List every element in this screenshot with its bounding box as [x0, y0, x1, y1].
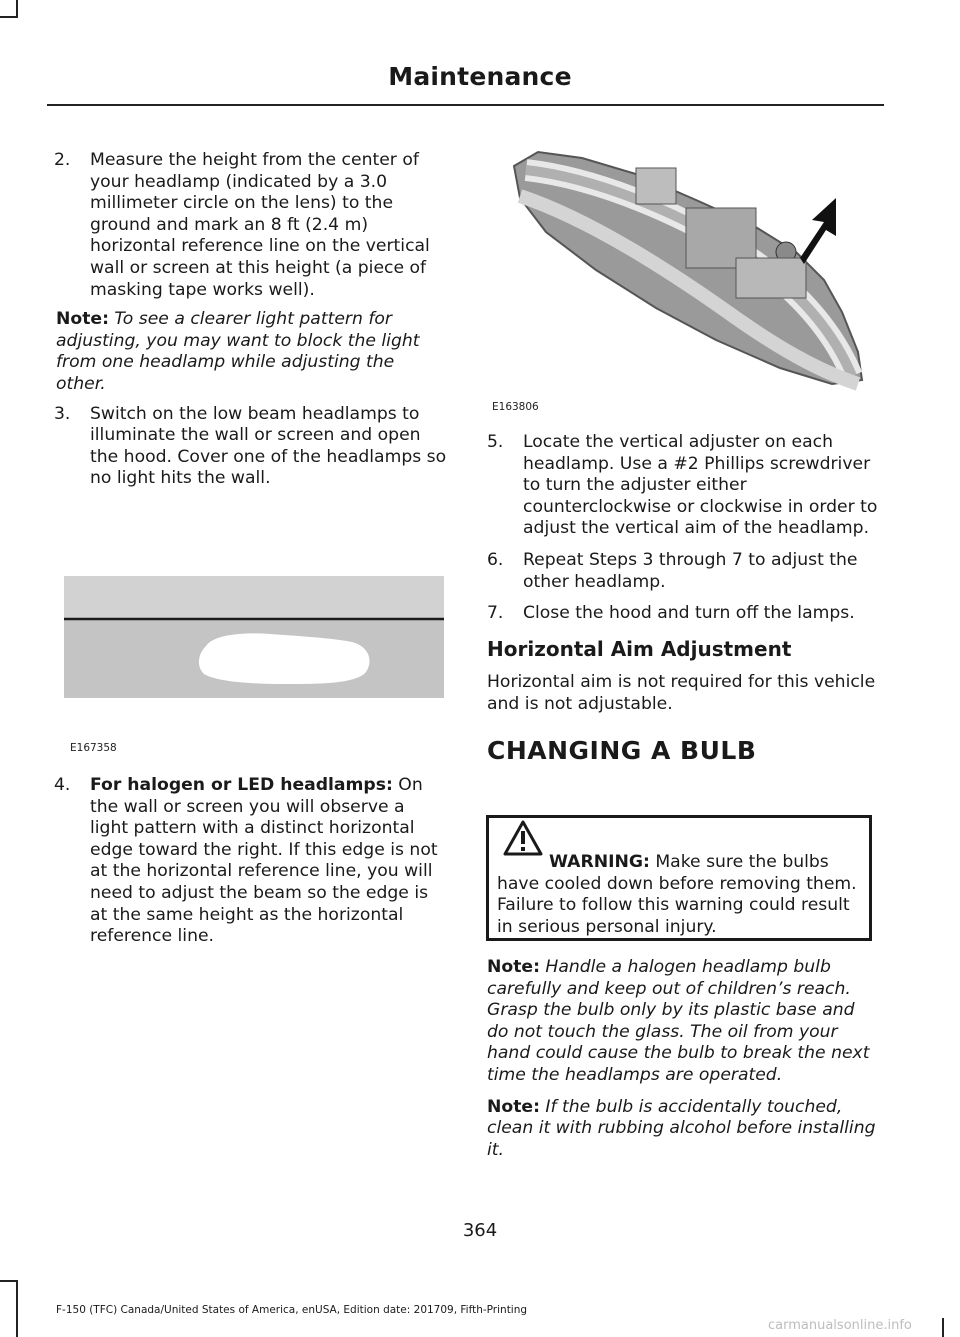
step-text: Locate the vertical adjuster on each headlamp. Use a #2 Phillips screwdriver to turn the adjuster either counterclockwise or clockwise in order to adjust the vertical aim of the headlamp. — [523, 432, 878, 539]
warning-label: WARNING: — [549, 852, 650, 872]
crop-mark — [16, 1280, 18, 1337]
crop-mark — [942, 1318, 944, 1337]
step-text: Repeat Steps 3 through 7 to adjust the other headlamp. — [523, 549, 858, 592]
step-4 — [54, 775, 448, 948]
subsection-heading: Horizontal Aim Adjustment — [487, 636, 792, 661]
step-bold-lead: For halogen or LED headlamps: — [90, 775, 393, 795]
step-number: 4. — [54, 775, 71, 795]
step-3 — [54, 404, 448, 490]
warning-icon — [503, 820, 543, 856]
step-text: Switch on the low beam headlamps to illuminate the wall or screen and open the hood. Cover one of the headlamps so no light hits the wall. — [90, 403, 447, 489]
step-5 — [487, 432, 881, 540]
beam-pattern-figure — [56, 560, 450, 754]
figure-code: E163806 — [492, 401, 539, 413]
step-number: 6. — [487, 549, 504, 570]
warning-text — [497, 852, 867, 938]
right-column-notes — [487, 957, 881, 1161]
step-text: On the wall or screen you will observe a light pattern with a distinct horizontal edge toward the right. If this edge is not at the horizontal reference line, you will need to adjust the beam so the edge is at the same height as the horizontal reference line. — [90, 775, 438, 947]
right-column — [487, 432, 881, 765]
step-number: 7. — [487, 603, 504, 624]
step-number: 3. — [54, 403, 71, 424]
left-column — [54, 150, 448, 490]
step-7 — [487, 603, 881, 625]
header-rule — [47, 104, 884, 106]
beam-pattern-illustration — [56, 560, 450, 750]
note — [487, 957, 881, 1087]
paragraph: Horizontal aim is not required for this vehicle and is not adjustable. — [487, 672, 876, 714]
note — [487, 1097, 881, 1162]
headlamp-figure — [486, 148, 880, 420]
note-label: Note: — [487, 957, 540, 977]
headlamp-illustration — [486, 148, 880, 398]
step-text: Measure the height from the center of your headlamp (indicated by a 3.0 millimeter circle on the lens) to the ground and mark an 8 ft (2.4 m) horizontal reference line on the vertical wall or screen at this height (a piece of masking tape works well). — [90, 150, 430, 300]
footer-text: F-150 (TFC) Canada/United States of America, enUSA, Edition date: 201709, Fifth-Printing — [56, 1304, 528, 1316]
step-6 — [487, 550, 881, 593]
figure-code: E167358 — [70, 742, 117, 754]
crop-mark — [16, 0, 18, 18]
page-number: 364 — [462, 1220, 498, 1241]
note-text: If the bulb is accidentally touched, clean it with rubbing alcohol before installing it. — [487, 1096, 876, 1160]
section-heading: CHANGING A BULB — [487, 735, 757, 765]
note — [54, 309, 448, 395]
page-header-title: Maintenance — [388, 62, 572, 91]
note-label: Note: — [487, 1096, 540, 1117]
warning-body: Make sure the bulbs have cooled down before removing them. Failure to follow this warning could result in serious personal injury. — [497, 852, 857, 937]
watermark: carmanualsonline.info — [768, 1318, 912, 1333]
step-number: 5. — [487, 432, 504, 452]
note-label: Note: — [56, 309, 109, 330]
left-column-lower — [54, 775, 448, 948]
step-text: Close the hood and turn off the lamps. — [523, 603, 855, 624]
note-text: Handle a halogen headlamp bulb carefully and keep out of children’s reach. Grasp the bulb only by its plastic base and do not touch the glass. The oil from your hand could cause the bulb to break the next time the headlamps are operated. — [487, 957, 870, 1085]
note-text: To see a clearer light pattern for adjusting, you may want to block the light from one headlamp while adjusting the other. — [56, 309, 420, 394]
step-number: 2. — [54, 150, 71, 170]
step-2 — [54, 150, 448, 301]
warning-box — [486, 815, 872, 941]
